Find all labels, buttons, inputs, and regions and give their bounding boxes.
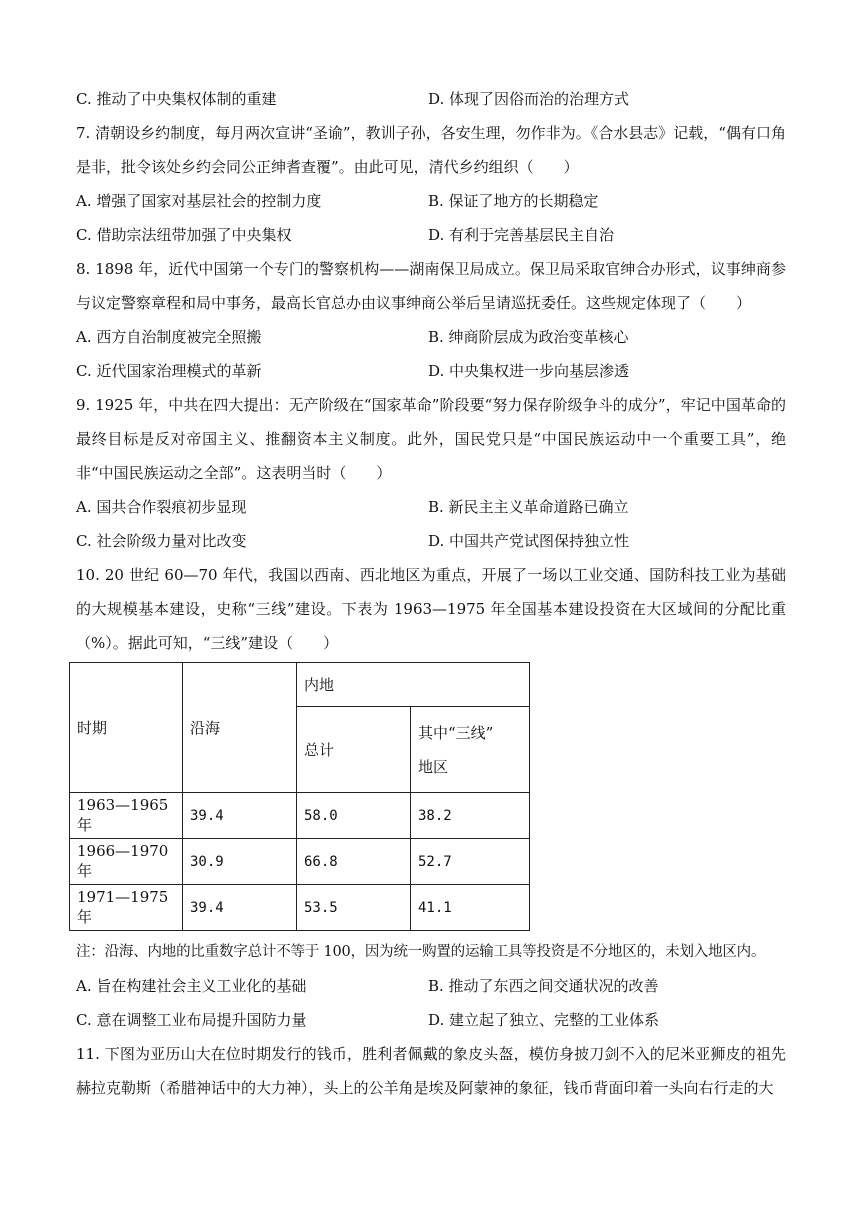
q7-option-d[interactable]: D. 有利于完善基层民主自治 [428, 226, 615, 244]
q9-options-row-cd [76, 524, 786, 558]
header-inland: 内地 [297, 663, 530, 707]
q9-option-d[interactable]: D. 中国共产党试图保持独立性 [428, 532, 630, 550]
table-row [70, 885, 530, 931]
q10-stem: 10. 20 世纪 60—70 年代，我国以西南、西北地区为重点，开展了一场以工业交通、国防科技工业为基础的大规模基本建设，史称“三线”建设。下表为 1963—1975 年全国基本建设投资在大区域间的分配比重（%）。据此可知，“三线”建设（ ） [76, 566, 786, 652]
header-period: 时期 [70, 663, 183, 793]
q8-option-b[interactable]: B. 绅商阶层成为政治变革核心 [428, 328, 629, 346]
cell-period: 1963—1965 年 [70, 793, 183, 839]
q10-option-d[interactable]: D. 建立起了独立、完整的工业体系 [428, 1011, 660, 1029]
header-third-line-2: 地区 [418, 757, 449, 776]
table-note: 注：沿海、内地的比重数字总计不等于 100，因为统一购置的运输工具等投资是不分地区的，未划入地区内。 [76, 944, 766, 960]
cell-coastal: 39.4 [183, 793, 297, 839]
q10-options-row-cd [76, 1003, 786, 1037]
header-total: 总计 [297, 707, 411, 793]
q10-option-c[interactable]: C. 意在调整工业布局提升国防力量 [76, 1011, 307, 1029]
cell-total: 66.8 [297, 839, 411, 885]
q6-option-c[interactable]: C. 推动了中央集权体制的重建 [76, 90, 277, 108]
cell-total: 58.0 [297, 793, 411, 839]
cell-third: 38.2 [411, 793, 530, 839]
q9-option-b[interactable]: B. 新民主主义革命道路已确立 [428, 498, 629, 516]
q7-option-b[interactable]: B. 保证了地方的长期稳定 [428, 192, 599, 210]
q7-option-c[interactable]: C. 借助宗法纽带加强了中央集权 [76, 226, 292, 244]
cell-period: 1966—1970 年 [70, 839, 183, 885]
q10-option-a[interactable]: A. 旨在构建社会主义工业化的基础 [76, 977, 307, 995]
q9-options-row-ab [76, 490, 786, 524]
q7-options-row-ab [76, 184, 786, 218]
cell-third: 52.7 [411, 839, 530, 885]
q8-option-c[interactable]: C. 近代国家治理模式的革新 [76, 362, 262, 380]
q6-options-row-cd [76, 82, 786, 116]
exam-page [76, 82, 786, 1105]
q8-options-row-cd [76, 354, 786, 388]
q9-stem: 9. 1925 年，中共在四大提出：无产阶级在“国家革命”阶段要“努力保存阶级争斗的成分”，牢记中国革命的最终目标是反对帝国主义、推翻资本主义制度。此外，国民党只是“中国民族运动中一个重要工具”，绝非“中国民族运动之全部”。这表明当时（ ） [76, 396, 786, 482]
q7-options-row-cd [76, 218, 786, 252]
investment-table [69, 662, 530, 931]
q9-option-c[interactable]: C. 社会阶级力量对比改变 [76, 532, 247, 550]
q7-stem: 7. 清朝设乡约制度，每月两次宣讲“圣谕”，教训子孙，各安生理，勿作非为。《合水县志》记载，“偶有口角是非，批令该处乡约会同公正绅耆查覆”。由此可见，清代乡约组织（ ） [76, 124, 786, 176]
q10-options-row-ab [76, 969, 786, 1003]
table-row [70, 793, 530, 839]
cell-coastal: 39.4 [183, 885, 297, 931]
q7-option-a[interactable]: A. 增强了国家对基层社会的控制力度 [76, 192, 322, 210]
q6-option-d[interactable]: D. 体现了因俗而治的治理方式 [428, 90, 630, 108]
cell-period: 1971—1975 年 [70, 885, 183, 931]
q8-stem: 8. 1898 年，近代中国第一个专门的警察机构——湖南保卫局成立。保卫局采取官绅合办形式，议事绅商参与议定警察章程和局中事务，最高长官总办由议事绅商公举后呈请巡抚委任。这些规定体现了（ ） [76, 260, 786, 312]
q8-option-a[interactable]: A. 西方自治制度被完全照搬 [76, 328, 262, 346]
cell-third: 41.1 [411, 885, 530, 931]
header-third-line [411, 707, 530, 793]
q8-options-row-ab [76, 320, 786, 354]
cell-coastal: 30.9 [183, 839, 297, 885]
table-row [70, 839, 530, 885]
header-coastal: 沿海 [183, 663, 297, 793]
q9-option-a[interactable]: A. 国共合作裂痕初步显现 [76, 498, 247, 516]
q8-option-d[interactable]: D. 中央集权进一步向基层渗透 [428, 362, 630, 380]
header-third-line-1: 其中“三线” [418, 723, 494, 742]
q10-option-b[interactable]: B. 推动了东西之间交通状况的改善 [428, 977, 659, 995]
q11-stem: 11. 下图为亚历山大在位时期发行的钱币，胜利者佩戴的象皮头盔，模仿身披刀剑不入的尼米亚狮皮的祖先赫拉克勒斯（希腊神话中的大力神），头上的公羊角是埃及阿蒙神的象征，钱币背面印着一头向右行走的大 [76, 1045, 786, 1097]
cell-total: 53.5 [297, 885, 411, 931]
